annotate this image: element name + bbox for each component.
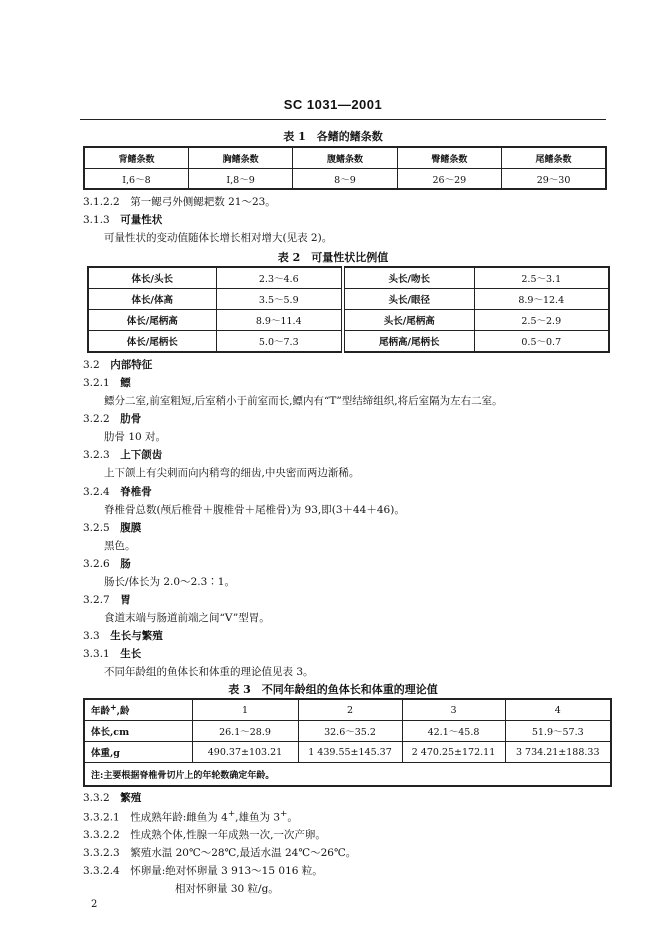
section-3-1-2-2 xyxy=(83,194,276,209)
table2-label-cell: 尾柄高/尾柄长 xyxy=(343,331,474,353)
table2-caption: 表 2 可量性状比例值 xyxy=(277,251,389,264)
section-text: ,雄鱼为 3 xyxy=(235,811,281,824)
section-3-3 xyxy=(83,628,163,643)
section-number: 3.3.2.4 xyxy=(83,865,120,877)
table3-value-cell: 26.1～28.9 xyxy=(192,721,298,742)
section-3-1-3-body: 可量性状的变动值随体长增长相对增大(见表 2)。 xyxy=(104,232,333,244)
section-number: 3.2.4 xyxy=(83,486,110,498)
section-3-2-1 xyxy=(83,375,131,390)
table3-value-cell: 2 470.25±172.11 xyxy=(402,742,505,763)
table2-value-cell: 8.9～11.4 xyxy=(216,310,343,331)
section-title: 上下颌齿 xyxy=(120,449,163,461)
section-3-2-5 xyxy=(83,520,141,535)
table2-value-cell: 8.9～12.4 xyxy=(474,289,609,310)
table2-label-cell: 体长/尾柄长 xyxy=(88,331,216,353)
table3-row-label: 体长,cm xyxy=(84,721,192,742)
table3-age-cell: 4 xyxy=(505,699,611,721)
section-text: 怀卵量:绝对怀卵量 3 913～15 016 粒。 xyxy=(130,865,323,877)
section-3-3-1-body: 不同年龄组的鱼体长和体重的理论值见表 3。 xyxy=(104,666,314,678)
section-number: 3.2.1 xyxy=(83,377,110,389)
section-number: 3.2.5 xyxy=(83,522,110,534)
section-title: 繁殖 xyxy=(120,792,142,804)
section-text: 繁殖水温 20℃～28℃,最适水温 24℃～26℃。 xyxy=(130,847,357,859)
section-3-2-7 xyxy=(83,592,131,607)
section-3-2-3 xyxy=(83,447,162,462)
section-text: 性成熟个体,性腺一年成熟一次,一次产卵。 xyxy=(130,829,326,841)
section-number: 3.3.1 xyxy=(83,648,110,660)
table1-value-cell: 8～9 xyxy=(293,169,397,190)
section-title: 内部特征 xyxy=(110,359,153,371)
section-title: 肋骨 xyxy=(120,413,142,425)
table1-header-cell: 胸鳍条数 xyxy=(188,147,292,169)
section-number: 3.2.3 xyxy=(83,449,110,461)
section-3-2-2 xyxy=(83,411,141,426)
table3-note: 注:主要根据脊椎骨切片上的年轮数确定年龄。 xyxy=(84,763,611,787)
table2-label-cell: 体长/尾柄高 xyxy=(88,310,216,331)
superscript: + xyxy=(227,809,236,819)
table3-row-label: 体重,g xyxy=(84,742,192,763)
table2-value-cell: 0.5～0.7 xyxy=(474,331,609,353)
section-title: 脊椎骨 xyxy=(120,486,152,498)
table3-value-cell: 32.6～35.2 xyxy=(298,721,402,742)
table2-value-cell: 2.5～3.1 xyxy=(474,267,609,289)
section-title: 腹膜 xyxy=(120,522,142,534)
table1-header-cell: 尾鳍条数 xyxy=(502,147,606,169)
table2-label-cell: 头长/眼径 xyxy=(343,289,474,310)
table3-length-weight xyxy=(83,698,612,787)
section-title: 肠 xyxy=(120,558,131,570)
section-3-3-2 xyxy=(83,790,141,805)
section-number: 3.1.2.2 xyxy=(83,196,120,208)
section-3-2-1-body: 鳔分二室,前室粗短,后室稍小于前室而长,鳔内有“T”型结缔组织,将后室隔为左右二室。 xyxy=(104,395,503,407)
section-text: 。 xyxy=(287,811,298,824)
document-header: SC 1031—2001 xyxy=(283,97,383,112)
section-title: 可量性状 xyxy=(120,214,163,226)
section-text: 第一鳃弓外侧鳃耙数 21～23。 xyxy=(130,196,276,208)
section-3-3-2-1 xyxy=(83,809,298,825)
section-number: 3.2.7 xyxy=(83,594,110,606)
section-number: 3.2.2 xyxy=(83,413,110,425)
table1-header-cell: 背鳍条数 xyxy=(84,147,188,169)
section-3-2-7-body: 食道末端与肠道前端之间“V”型胃。 xyxy=(104,612,270,624)
section-3-2-6 xyxy=(83,556,131,571)
superscript: + xyxy=(280,809,288,819)
table3-caption: 表 3 不同年龄组的鱼体长和体重的理论值 xyxy=(228,683,438,696)
section-3-1-3 xyxy=(83,212,162,227)
table2-label-cell: 头长/吻长 xyxy=(343,267,474,289)
table2-value-cell: 3.5～5.9 xyxy=(216,289,343,310)
table3-age-header: 年龄+,龄 xyxy=(84,699,192,721)
header-rule xyxy=(80,119,606,120)
section-number: 3.3 xyxy=(83,630,100,642)
section-title: 生长 xyxy=(120,648,142,660)
table2-value-cell: 2.3～4.6 xyxy=(216,267,343,289)
age-label: 年龄 xyxy=(91,706,111,718)
section-number: 3.1.3 xyxy=(83,214,110,226)
table2-label-cell: 体长/体高 xyxy=(88,289,216,310)
table3-age-cell: 1 xyxy=(192,699,298,721)
section-number: 3.3.2 xyxy=(83,792,110,804)
table3-age-cell: 3 xyxy=(402,699,505,721)
section-3-2-6-body: 肠长/体长为 2.0～2.3∶1。 xyxy=(104,576,235,588)
table3-value-cell: 490.37±103.21 xyxy=(192,742,298,763)
table1-value-cell: Ⅰ,6～8 xyxy=(84,169,188,190)
section-3-3-2-2 xyxy=(83,827,326,842)
section-3-3-2-3 xyxy=(83,845,356,860)
age-unit: ,龄 xyxy=(116,706,130,718)
table2-value-cell: 2.5～2.9 xyxy=(474,310,609,331)
table1-header-cell: 臀鳍条数 xyxy=(397,147,501,169)
section-number: 3.3.2.1 xyxy=(83,811,120,824)
section-title: 生长与繁殖 xyxy=(110,630,163,642)
section-text: 性成熟年龄:雌鱼为 4 xyxy=(130,811,228,824)
table3-value-cell: 42.1～45.8 xyxy=(402,721,505,742)
table1-fin-rays xyxy=(83,146,607,190)
table1-value-cell: 26～29 xyxy=(397,169,501,190)
section-number: 3.3.2.3 xyxy=(83,847,120,859)
table3-age-cell: 2 xyxy=(298,699,402,721)
table3-value-cell: 3 734.21±188.33 xyxy=(505,742,611,763)
section-3-2-3-body: 上下颌上有尖刺而向内稍弯的细齿,中央密而两边渐稀。 xyxy=(104,467,360,479)
section-3-2-4 xyxy=(83,484,152,499)
table2-label-cell: 体长/头长 xyxy=(88,267,216,289)
section-3-3-1 xyxy=(83,646,141,661)
table2-value-cell: 5.0～7.3 xyxy=(216,331,343,353)
section-3-3-2-4-line2: 相对怀卵量 30 粒/g。 xyxy=(175,883,279,895)
section-3-3-2-4 xyxy=(83,863,323,878)
section-3-2 xyxy=(83,357,152,372)
table2-ratios xyxy=(87,266,610,353)
table1-caption: 表 1 各鳍的鳍条数 xyxy=(283,130,383,143)
section-number: 3.3.2.2 xyxy=(83,829,120,841)
section-3-2-5-body: 黑色。 xyxy=(104,540,136,552)
table1-value-cell: Ⅰ,8～9 xyxy=(188,169,292,190)
section-3-2-2-body: 肋骨 10 对。 xyxy=(104,431,167,443)
section-title: 胃 xyxy=(120,594,131,606)
page-number: 2 xyxy=(91,899,98,910)
table2-label-cell: 头长/尾柄高 xyxy=(343,310,474,331)
table3-value-cell: 51.9～57.3 xyxy=(505,721,611,742)
section-3-2-4-body: 脊椎骨总数(颅后椎骨＋腹椎骨＋尾椎骨)为 93,即(3＋44＋46)。 xyxy=(104,504,405,516)
section-number: 3.2.6 xyxy=(83,558,110,570)
section-title: 鳔 xyxy=(120,377,131,389)
table1-value-cell: 29～30 xyxy=(502,169,606,190)
table3-value-cell: 1 439.55±145.37 xyxy=(298,742,402,763)
section-number: 3.2 xyxy=(83,359,100,371)
table1-header-cell: 腹鳍条数 xyxy=(293,147,397,169)
